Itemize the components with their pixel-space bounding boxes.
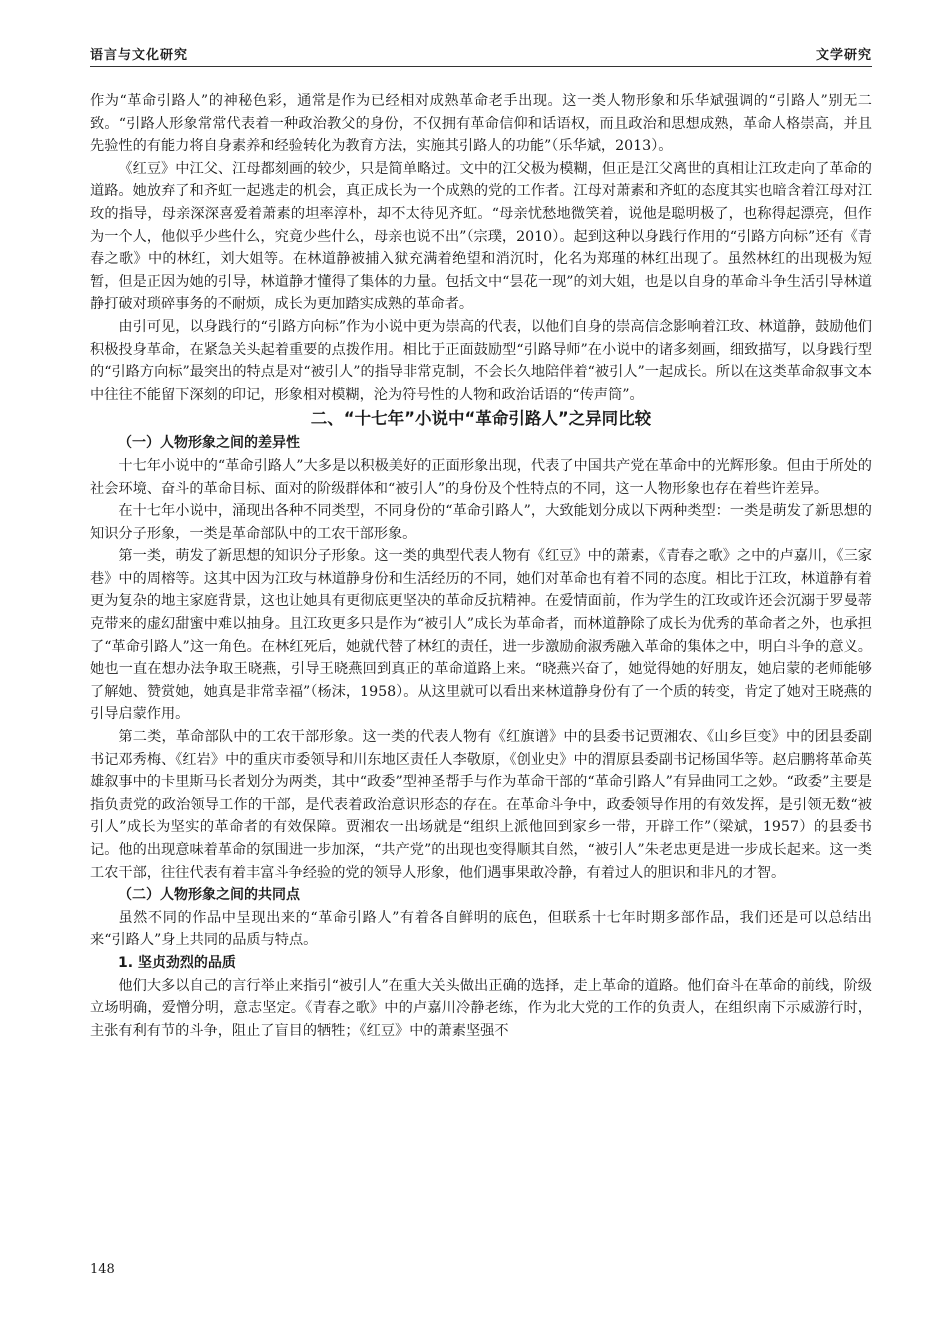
paragraph: 第二类，革命部队中的工农干部形象。这一类的代表人物有《红旗谱》中的县委书记贾湘农、《山乡巨变》中的团县委副书记邓秀梅、《红岩》中的重庆市委领导和川东地区责任人李敬原，《创业史》中的渭原县委副书记杨国华等。赵启鹏将革命英雄叙事中的卡里斯马长者划分为两类，其中“政委”型神圣帮手与作为革命干部的“革命引路人”有异曲同工之妙。“政委”主要是指负责党的政治领导工作的干部，是代表着政治意识形态的存在。在革命斗争中，政委领导作用的有效发挥，是引领无数“被引人”成长为坚实的革命者的有效保障。贾湘农一出场就是“组织上派他回到家乡一带，开辟工作”（梁斌，1957）的县委书记。他的出现意味着革命的氛围进一步加深，“共产党”的出现也变得顺其自然，“被引人”朱老忠更是进一步成长起来。这一类工农干部，往往代表有着丰富斗争经验的党的领导人形象，他们遇事果敢冷静，有着过人的胆识和非凡的才智。 [90,729,872,881]
paragraph: 作为“革命引路人”的神秘色彩，通常是作为已经相对成熟革命老手出现。这一类人物形象和乐华斌强调的“引路人”别无二致。“引路人形象常常代表着一种政治教父的身份，不仅拥有革命信仰和话语权，而且政治和思想成熟，革命人格崇高，并且先验性的有能力将自身素养和经验转化为教育方法，实施其引路人的功能”（乐华斌，2013）。 [90,93,872,155]
paragraph: 第一类，萌发了新思想的知识分子形象。这一类的典型代表人物有《红豆》中的萧素，《青春之歌》之中的卢嘉川，《三家巷》中的周榕等。这其中因为江玫与林道静身份和生活经历的不同，她们对革命也有着不同的态度。相比于江玫，林道静有着更为复杂的地主家庭背景，这也让她具有更彻底更坚决的革命反抗精神。在爱情面前，作为学生的江玫或许还会沉溺于罗曼蒂克带来的虚幻甜蜜中难以抽身。且江玫更多只是作为“被引人”成长为革命者，而林道静除了成长为优秀的革命者之外，也承担了“革命引路人”这一角色。在林红死后，她就代替了林红的责任，进一步激励俞淑秀融入革命的集体之中，明白斗争的意义。她也一直在想办法争取王晓燕，引导王晓燕回到真正的革命道路上来。“晓燕兴奋了，她觉得她的好朋友，她启蒙的老师能够了解她、赞赏她，她真是非常幸福”（杨沫，1958）。从这里就可以看出来林道静身份有了一个质的转变，肯定了她对王晓燕的引导启蒙作用。 [90,548,872,723]
subsection-heading: （一）人物形象之间的差异性 [118,435,300,452]
subsection-heading: （二）人物形象之间的共同点 [118,887,300,904]
subsection-heading: 1. 坚贞劲烈的品质 [118,954,236,971]
paragraph: 由引可见，以身践行的“引路方向标”作为小说中更为崇高的代表，以他们自身的崇高信念影响着江玫、林道静，鼓励他们积极投身革命，在紧急关头起着重要的点拨作用。相比于正面鼓励型“引路导师”在小说中的诸多刻画，细致描写，以身践行型的“引路方向标”最突出的特点是对“被引人”的指导非常克制，不会长久地陪伴着“被引人”一起成长。所以在这类革命叙事文本中往往不能留下深刻的印记，形象相对模糊，沦为符号性的人物和政治话语的“传声筒”。 [90,318,872,403]
paragraph: 虽然不同的作品中呈现出来的“革命引路人”有着各自鲜明的底色，但联系十七年时期多部作品，我们还是可以总结出来“引路人”身上共同的品质与特点。 [90,909,872,949]
paragraph: 在十七年小说中，涌现出各种不同类型，不同身份的“革命引路人”，大致能划分成以下两种类型：一类是萌发了新思想的知识分子形象，一类是革命部队中的工农干部形象。 [90,503,872,542]
running-header [90,44,872,67]
journal-name: 语言与文化研究 [90,48,189,63]
paragraph: 他们大多以自己的言行举止来指引“被引人”在重大关头做出正确的选择，走上革命的道路。他们奋斗在革命的前线，阶级立场明确，爱憎分明，意志坚定。《青春之歌》中的卢嘉川冷静老练，作为北大党的工作的负责人，在组织南下示威游行时，主张有利有节的斗争，阻止了盲目的牺牲；《红豆》中的萧素坚强不 [90,977,872,1039]
paragraph: 十七年小说中的“革命引路人”大多是以积极美好的正面形象出现，代表了中国共产党在革命中的光辉形象。但由于所处的社会环境、奋斗的革命目标、面对的阶级群体和“被引人”的身份及个性特点的不同，这一人物形象也存在着些许差异。 [90,457,872,497]
section-name: 文学研究 [815,48,872,63]
page-number: 148 [90,1262,115,1277]
article-body [90,90,872,1042]
paragraph: 《红豆》中江父、江母都刻画的较少，只是简单略过。文中的江父极为模糊，但正是江父离世的真相让江玫走向了革命的道路。她放弃了和齐虹一起逃走的机会，真正成长为一个成熟的党的工作者。江母对萧素和齐虹的态度其实也暗含着江母对江玫的指导，母亲深深喜爱着萧素的坦率淳朴，却不太待见齐虹。“母亲忧愁地微笑着，说他是聪明极了，也称得起漂亮，但作为一个人，他似乎少些什么，究竟少些什么，母亲也说不出”（宗璞，2010）。起到这种以身践行作用的“引路方向标”还有《青春之歌》中的林红，刘大姐等。在林道静被捕入狱充满着绝望和消沉时，化名为郑瑾的林红出现了。虽然林红的出现极为短暂，但是正因为她的引导，林道静才懂得了集体的力量。包括文中“昙花一现”的刘大姐，也是以自身的革命斗争生活引导林道静打破对琐碎事务的不耐烦，成长为更加踏实成熟的革命者。 [90,160,872,313]
section-heading: 二、“十七年”小说中“革命引路人”之异同比较 [310,409,652,429]
